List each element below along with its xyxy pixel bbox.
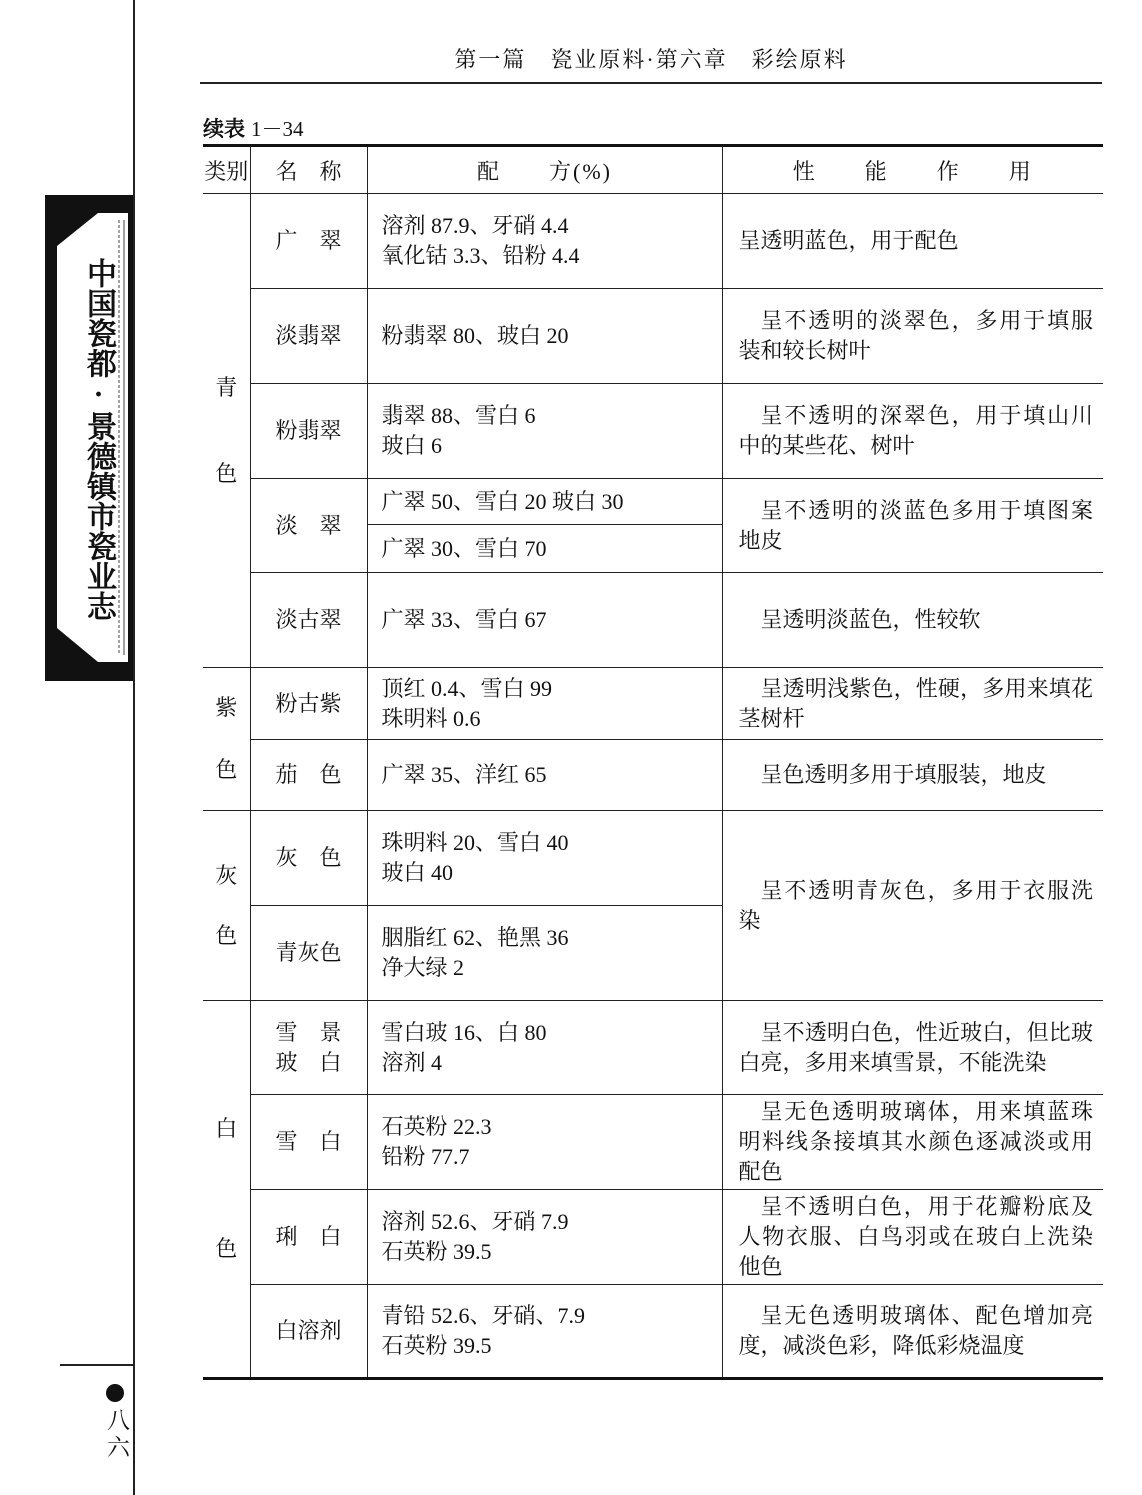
category-char: 灰: [215, 862, 238, 888]
running-head: 第一篇 瓷业原料·第六章 彩绘原料: [454, 47, 848, 72]
performance-line: 呈不透明青灰色，多用于衣服洗: [760, 877, 1093, 903]
formula-line: 广翠 30、雪白 70: [381, 535, 547, 561]
category-char: 色: [215, 922, 238, 948]
name-line: 灰 色: [275, 845, 342, 870]
formula-cell: [367, 668, 722, 740]
formula-line: 广翠 50、雪白 20 玻白 30: [381, 488, 624, 514]
formula-line: 石英粉 22.3: [381, 1114, 492, 1139]
formula-line: 氧化钴 3.3、铅粉 4.4: [381, 243, 580, 268]
formula-cell: [367, 740, 722, 811]
name-line: 淡翡翠: [275, 323, 342, 348]
formula-line: 珠明料 20、雪白 40: [381, 830, 569, 855]
category-cell: [203, 1001, 250, 1379]
category-char: 白: [215, 1116, 238, 1141]
name-cell: [250, 1285, 367, 1379]
performance-line: 呈透明淡蓝色，性较软: [760, 607, 981, 632]
category-cell: [203, 194, 250, 668]
name-line: 茄 色: [275, 762, 342, 787]
performance-line: 呈不透明的淡蓝色多用于填图案: [760, 497, 1093, 523]
performance-line: 染: [738, 907, 761, 933]
table-row: [203, 1001, 1103, 1095]
performance-cell: [722, 1095, 1103, 1190]
name-cell: [250, 906, 367, 1001]
performance-line: 呈不透明的深翠色，用于填山川: [760, 403, 1093, 428]
performance-line: 茎树杆: [738, 705, 805, 731]
table-row: [203, 668, 1103, 740]
performance-line: 呈透明蓝色，用于配色: [738, 228, 959, 253]
category-char: 紫: [215, 695, 238, 720]
table-row: [203, 194, 1103, 289]
name-cell: [250, 668, 367, 740]
name-cell: [250, 740, 367, 811]
formula-line: 玻白 40: [381, 860, 454, 885]
performance-line: 地皮: [738, 527, 783, 553]
table-row: [203, 1285, 1103, 1379]
formula-line: 胭脂红 62、艳黑 36: [381, 925, 569, 950]
table-header-row: [203, 146, 1103, 194]
performance-cell: [722, 479, 1103, 573]
table-caption: [203, 116, 304, 142]
formula-line: 铅粉 77.7: [381, 1144, 470, 1169]
page-number: 八六: [104, 1408, 129, 1462]
performance-cell: [722, 573, 1103, 668]
header-category: 类别: [203, 146, 250, 194]
formula-line: 玻白 6: [381, 433, 443, 458]
category-cell: [203, 668, 250, 811]
name-cell: [250, 194, 367, 289]
name-line: 雪 白: [275, 1129, 342, 1154]
formula-cell: [367, 384, 722, 479]
formula-line: 翡翠 88、雪白 6: [381, 403, 536, 428]
performance-cell: [722, 194, 1103, 289]
page-marker-dot: [106, 1384, 124, 1402]
formula-cell: [367, 194, 722, 289]
table-row: [203, 289, 1103, 384]
table-row: [203, 1190, 1103, 1285]
formula-cell: [367, 1001, 722, 1095]
formula-table: [203, 144, 1103, 1380]
table-row: [203, 479, 1103, 525]
name-line: 玻 白: [275, 1049, 342, 1075]
name-line: 青灰色: [275, 940, 342, 965]
name-cell: [250, 1001, 367, 1095]
performance-line: 中的某些花、树叶: [738, 433, 915, 458]
name-cell: [250, 384, 367, 479]
name-line: 广 翠: [275, 228, 342, 253]
formula-line: 青铅 52.6、牙硝、7.9: [381, 1303, 586, 1328]
performance-line: 呈无色透明玻璃体，用来填蓝珠: [760, 1099, 1093, 1124]
formula-line: 净大绿 2: [381, 955, 465, 980]
formula-line: 广翠 33、雪白 67: [381, 607, 547, 632]
name-line: 淡 翠: [275, 512, 342, 538]
name-line: 白溶剂: [275, 1318, 342, 1343]
table-row: [203, 811, 1103, 906]
formula-cell: [367, 525, 722, 573]
formula-line: 溶剂 52.6、牙硝 7.9: [381, 1209, 569, 1234]
category-cell: [203, 811, 250, 1001]
name-line: 粉古紫: [275, 690, 342, 716]
category-char: 青: [215, 374, 238, 400]
performance-cell: [722, 668, 1103, 740]
performance-line: 呈透明浅紫色，性硬，多用来填花: [760, 675, 1093, 701]
performance-line: 白亮，多用来填雪景，不能洗染: [738, 1049, 1047, 1075]
name-line: 雪 景: [275, 1019, 342, 1045]
performance-line: 呈不透明白色，用于花瓣粉底及: [760, 1194, 1093, 1219]
performance-line: 呈色透明多用于填服装，地皮: [760, 762, 1047, 787]
performance-line: 呈不透明白色，性近玻白，但比玻: [760, 1019, 1093, 1045]
performance-cell: [722, 740, 1103, 811]
formula-cell: [367, 289, 722, 384]
name-cell: [250, 1190, 367, 1285]
category-char: 色: [215, 460, 238, 486]
category-char: 色: [215, 757, 238, 782]
formula-cell: [367, 479, 722, 525]
formula-line: 珠明料 0.6: [381, 705, 481, 731]
formula-line: 顶红 0.4、雪白 99: [381, 675, 553, 701]
table-row: [203, 573, 1103, 668]
name-line: 琍 白: [275, 1224, 342, 1249]
formula-cell: [367, 1285, 722, 1379]
formula-cell: [367, 1190, 722, 1285]
formula-line: 石英粉 39.5: [381, 1333, 492, 1358]
performance-cell: [722, 1285, 1103, 1379]
performance-cell: [722, 1001, 1103, 1095]
table-row: [203, 384, 1103, 479]
performance-line: 呈不透明的淡翠色，多用于填服: [760, 308, 1093, 333]
name-cell: [250, 811, 367, 906]
formula-cell: [367, 906, 722, 1001]
name-line: 粉翡翠: [275, 418, 342, 443]
header-formula: 配 方(%): [367, 146, 722, 194]
performance-line: 配色: [738, 1159, 783, 1184]
category-char: 色: [215, 1236, 238, 1261]
formula-line: 广翠 35、洋红 65: [381, 762, 547, 787]
formula-cell: [367, 1095, 722, 1190]
performance-line: 呈无色透明玻璃体、配色增加亮: [760, 1303, 1093, 1328]
header-performance: 性 能 作 用: [722, 146, 1103, 194]
performance-cell: [722, 1190, 1103, 1285]
name-cell: [250, 1095, 367, 1190]
table-row: [203, 1095, 1103, 1190]
performance-line: 明料线条接填其水颜色逐减淡或用: [738, 1129, 1093, 1154]
formula-cell: [367, 573, 722, 668]
name-cell: [250, 479, 367, 573]
formula-cell: [367, 811, 722, 906]
footer-rule: [60, 1364, 134, 1366]
formula-line: 粉翡翠 80、玻白 20: [381, 323, 569, 348]
caption-label: 续表: [203, 117, 245, 141]
formula-line: 石英粉 39.5: [381, 1239, 492, 1264]
performance-line: 人物衣服、白鸟羽或在玻白上洗染: [738, 1224, 1093, 1249]
caption-number: 1－34: [251, 117, 304, 141]
formula-line: 雪白玻 16、白 80: [381, 1019, 547, 1045]
header-rule: [200, 82, 1102, 84]
name-line: 淡古翠: [275, 607, 342, 632]
name-cell: [250, 573, 367, 668]
table-row: [203, 740, 1103, 811]
formula-line: 溶剂 4: [381, 1049, 443, 1075]
performance-cell: [722, 289, 1103, 384]
performance-line: 度，减淡色彩，降低彩烧温度: [738, 1333, 1025, 1358]
name-cell: [250, 289, 367, 384]
formula-line: 溶剂 87.9、牙硝 4.4: [381, 213, 569, 238]
side-banner-title: 中国瓷都·景德镇市瓷业志: [82, 258, 115, 621]
performance-cell: [722, 811, 1103, 1001]
performance-cell: [722, 384, 1103, 479]
performance-line: 装和较长树叶: [738, 338, 871, 363]
header-name: 名 称: [250, 146, 367, 194]
performance-line: 他色: [738, 1254, 783, 1279]
